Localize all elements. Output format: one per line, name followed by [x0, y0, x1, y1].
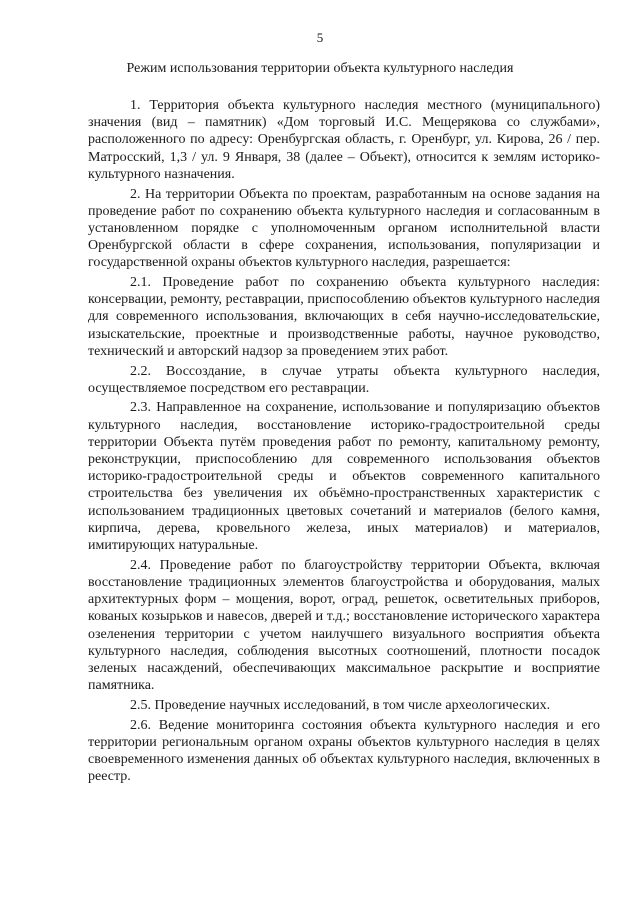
paragraph-2-permitted: 2. На территории Объекта по проектам, разработанным на основе задания на проведение работ по сохранению объекта культурного наследия и согласованным в установленном порядке с уполномоченным органом исполнительной власти Оренбургской области в сфере сохранения, использования, популяризации и государственной охраны объектов культурного наследия, разрешается: — [88, 186, 600, 271]
document-body — [88, 97, 600, 788]
page-number: 5 — [316, 30, 324, 45]
paragraph-2-5-research: 2.5. Проведение научных исследований, в том числе археологических. — [130, 697, 551, 713]
paragraph-1-territory: 1. Территория объекта культурного наследия местного (муниципального) значения (вид – памятник) «Дом торговый И.С. Мещерякова со службами», расположенного по адресу: Оренбургская область, г. Оренбург, ул. Кирова, 26 / пер. Матросский, 1,3 / ул. 9 Января, 38 (далее – Объект), относится к землям историко-культурного назначения. — [88, 98, 600, 182]
paragraph-2-6-monitoring: 2.6. Ведение мониторинга состояния объекта культурного наследия и его территории региональным органом охраны объектов культурного наследия в целях своевременного изменения данных об объектах культурного наследия, включенных в реестр. — [88, 717, 600, 785]
document-title: Режим использования территории объекта культурного наследия — [126, 61, 514, 76]
paragraph-2-3-environment-restoration: 2.3. Направленное на сохранение, использование и популяризацию объектов культурного наследия, восстановление историко-градостроительной среды территории Объекта путём проведения работ по ремонту, капитальному ремонту, реконструкции, приспособлению для современного использования объектов историко-градостроительной среды и объектов современного капитального строительства без увеличения их объёмно-пространственных характеристик с использованием традиционных цветовых сочетаний и материалов (белого камня, кирпича, дерева, кровельного железа, иных материалов) и материалов, имитирующих натуральные. — [88, 400, 600, 554]
paragraph-2-1-preservation-works: 2.1. Проведение работ по сохранению объекта культурного наследия: консервации, ремонту, реставрации, приспособлению объектов культурного наследия для современного использования, включающих в себя научно-исследовательские, изыскательские, проектные и производственные работы, научное руководство, технический и авторский надзор за проведением этих работ. — [88, 275, 600, 359]
paragraph-2-2-recreation: 2.2. Воссоздание, в случае утраты объекта культурного наследия, осуществляемое посредством его реставрации. — [88, 363, 600, 396]
paragraph-2-4-landscaping: 2.4. Проведение работ по благоустройству территории Объекта, включая восстановление традиционных элементов благоустройства и оборудования, малых архитектурных форм – мощения, ворот, оград, решеток, осветительных приборов, кованых козырьков и навесов, дверей и т.д.; восстановление исторического характера озеленения территории с учетом наилучшего визуального восприятия объекта культурного наследия, соблюдения высотных соотношений, плотности посадок зеленых насаждений, обеспечивающих максимальное раскрытие и восприятие памятника. — [88, 557, 600, 694]
